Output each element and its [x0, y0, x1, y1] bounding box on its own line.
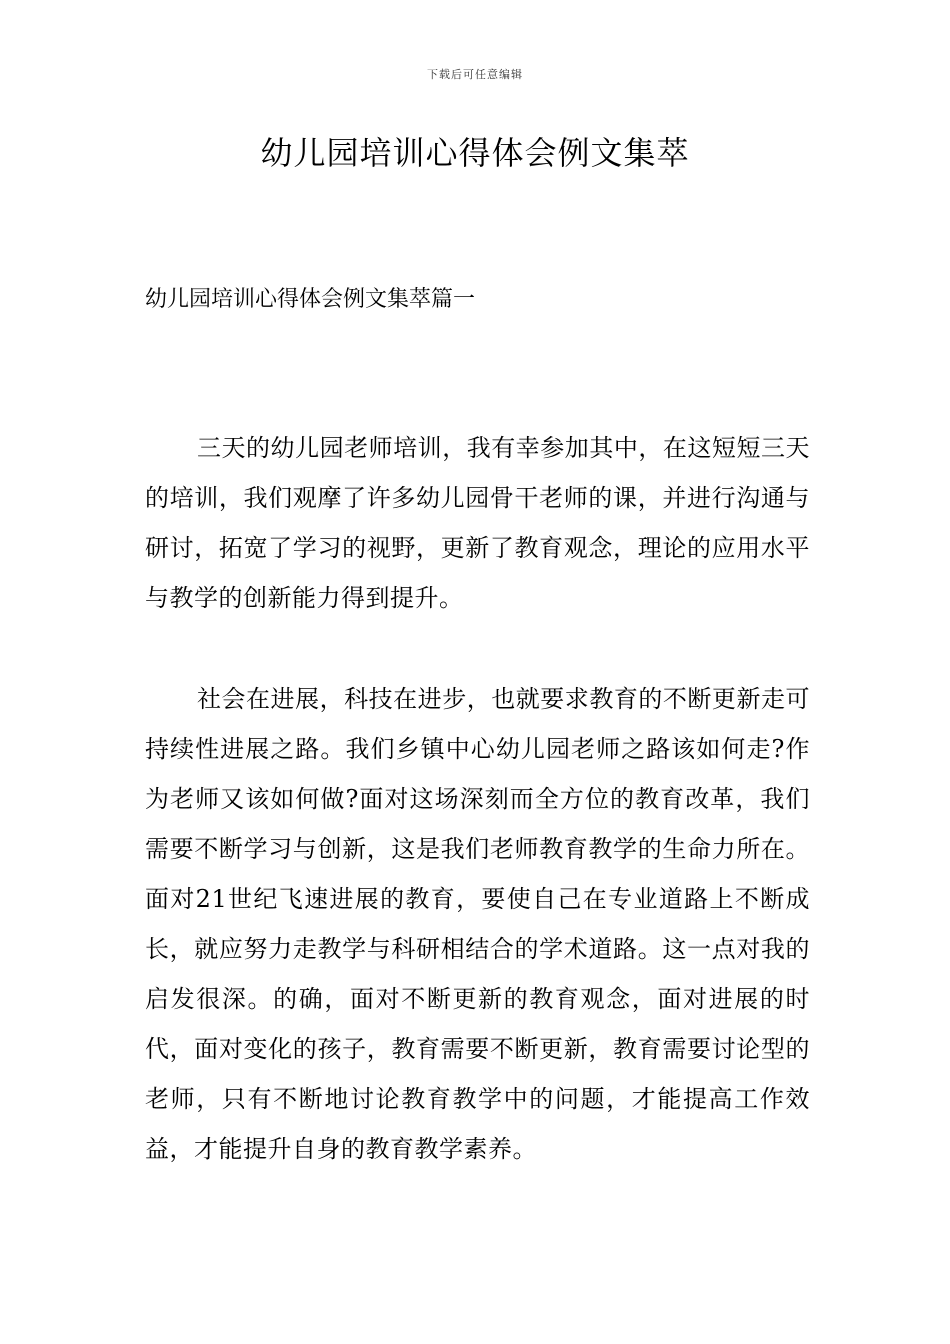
body-paragraph-1: 三天的幼儿园老师培训，我有幸参加其中，在这短短三天的培训，我们观摩了许多幼儿园骨干老师的课，并进行沟通与研讨，拓宽了学习的视野，更新了教育观念，理论的应用水平与教学的创新能力得到提升。 — [145, 434, 810, 612]
section-heading: 幼儿园培训心得体会例文集萃篇一 — [145, 287, 476, 312]
body-paragraph-2: 社会在进展，科技在进步，也就要求教育的不断更新走可持续性进展之路。我们乡镇中心幼儿园老师之路该如何走?作为老师又该如何做?面对这场深刻而全方位的教育改革，我们需要不断学习与创新，这是我们老师教育教学的生命力所在。面对21世纪飞速进展的教育，要使自己在专业道路上不断成长，就应努力走教学与科研相结合的学术道路。这一点对我的启发很深。的确，面对不断更新的教育观念，面对进展的时代，面对变化的孩子，教育需要不断更新，教育需要讨论型的老师，只有不断地讨论教育教学中的问题，才能提高工作效益，才能提升自身的教育教学素养。 — [145, 685, 810, 1163]
header-note: 下载后可任意编辑 — [427, 68, 523, 81]
document-title: 幼儿园培训心得体会例文集萃 — [260, 134, 690, 172]
